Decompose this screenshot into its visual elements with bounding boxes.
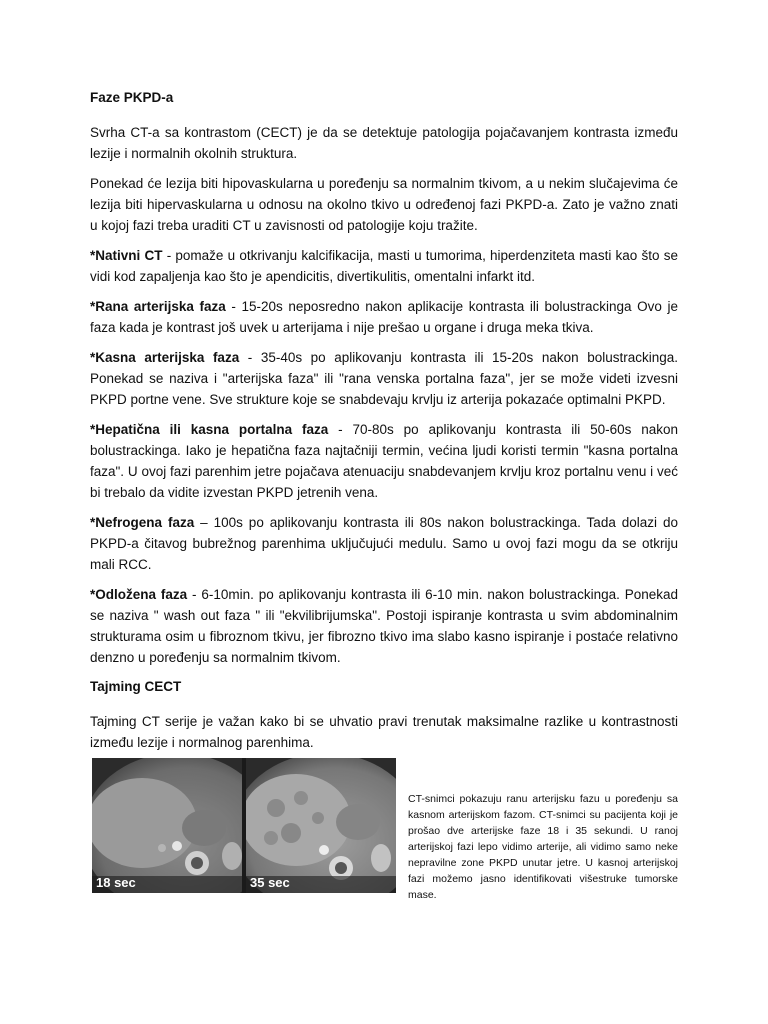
- phase-nephrogenic: [90, 512, 678, 575]
- figure: [90, 758, 678, 901]
- phase-delayed: [90, 584, 678, 668]
- ct-scan-image: [92, 758, 396, 893]
- ct-label-right: 35 sec: [250, 875, 290, 890]
- phase-text: - 6-10min. po aplikovanju kontrasta ili 6-10 min. nakon bolustrackinga. Ponekad se naziva " wash out faza " ili "ekvilibrijumska". Postoji ispiranje kontrasta u svim abdominalnim strukturama osim u fibroznom tkivu, jer fibrozno tkivo ima slabo kasno ispiranje i postaće relativno denzno u poređenju sa normalnim tkivom.: [90, 587, 678, 665]
- phase-early-arterial: [90, 296, 678, 338]
- ct-panel-35-sec: [246, 758, 396, 893]
- phase-term: *Kasna arterijska faza: [90, 350, 240, 365]
- phase-term: *Nefrogena faza: [90, 515, 195, 530]
- phase-late-arterial: [90, 347, 678, 410]
- heading-timing: Tajming CECT: [90, 679, 182, 694]
- paragraph-timing: Tajming CT serije je važan kako bi se uhvatio pravi trenutak maksimalne razlike u kontrastnosti između lezije i normalnog parenhima.: [90, 714, 678, 750]
- phase-text: – 100s po aplikovanju kontrasta ili 80s nakon bolustrackinga. Tada dolazi do PKPD-a čitavog bubrežnog parenhima uključujući medulu. Samo u ovoj fazi mogu da se otkriju mali RCC.: [90, 515, 678, 572]
- phase-term: *Odložena faza: [90, 587, 188, 602]
- phase-hepatic: [90, 419, 678, 503]
- phase-text: - 15-20s neposredno nakon aplikacije kontrasta ili bolustrackinga Ovo je faza kada je kontrast još uvek u arterijama i nije prešao u organe i druga meka tkiva.: [90, 299, 679, 335]
- phase-term: *Rana arterijska faza: [90, 299, 226, 314]
- paragraph-intro: Svrha CT-a sa kontrastom (CECT) je da se detektuje patologija pojačavanjem kontrasta između lezije i normalnih okolnih struktura.: [90, 125, 678, 161]
- phase-native: [90, 245, 678, 287]
- phase-term: *Nativni CT: [90, 248, 163, 263]
- phase-text: - 70-80s po aplikovanju kontrasta ili 50-60s nakon bolustrackinga. Iako je hepatična faza najtačniji termin, većina ljudi koristi termin "kasna portalna faza". U ovoj fazi parenhim jetre pojačava atenuaciju snabdevanjem krvlju kroz portalnu venu i već bi trebalo da vidite izvestan PKPD jetrenih vena.: [90, 422, 679, 500]
- paragraph-vascular: Ponekad će lezija biti hipovaskularna u poređenju sa normalnim tkivom, a u nekim slučajevima će lezija biti hipervaskularna u odnosu na okolno tkivo u određenoj fazi PKPD-a. Zato je važno znati u kojoj fazi treba uraditi CT u zavisnosti od patologije koju tražite.: [90, 176, 678, 233]
- figure-caption: CT-snimci pokazuju ranu arterijsku fazu u poređenju sa kasnom arterijskom fazom. CT-snimci su pacijenta koji je prošao dve arterijske faze 18 i 35 sekundi. U ranoj arterijskoj fazi lepo vidimo arterije, ali vidimo samo neke nepravilne zone PKPD unutar jetre. U kasnoj arterijskoj fazi možemo jasno identifikovati višestruke tumorske mase.: [408, 793, 678, 901]
- document-body: [90, 88, 678, 762]
- phase-text: - pomaže u otkrivanju kalcifikacija, masti u tumorima, hiperdenziteta masti kao što se vidi kod zapaljenja kao što je apendicitis, divertikulitis, omentalni infarkt itd.: [90, 248, 678, 284]
- ct-label-left: 18 sec: [96, 875, 136, 890]
- phase-text: - 35-40s po aplikovanju kontrasta ili 15-20s nakon bolustrackinga. Ponekad se naziva i "arterijska faza" ili "rana venska portalna faza", jer se može videti izvesni PKPD portne vene. Sve strukture koje se snabdevaju krvlju iz arterija pokazaće optimalni PKPD.: [90, 350, 678, 407]
- phase-term: *Hepatična ili kasna portalna faza: [90, 422, 329, 437]
- ct-panel-18-sec: [92, 758, 242, 893]
- heading-phases: Faze PKPD-a: [90, 90, 174, 105]
